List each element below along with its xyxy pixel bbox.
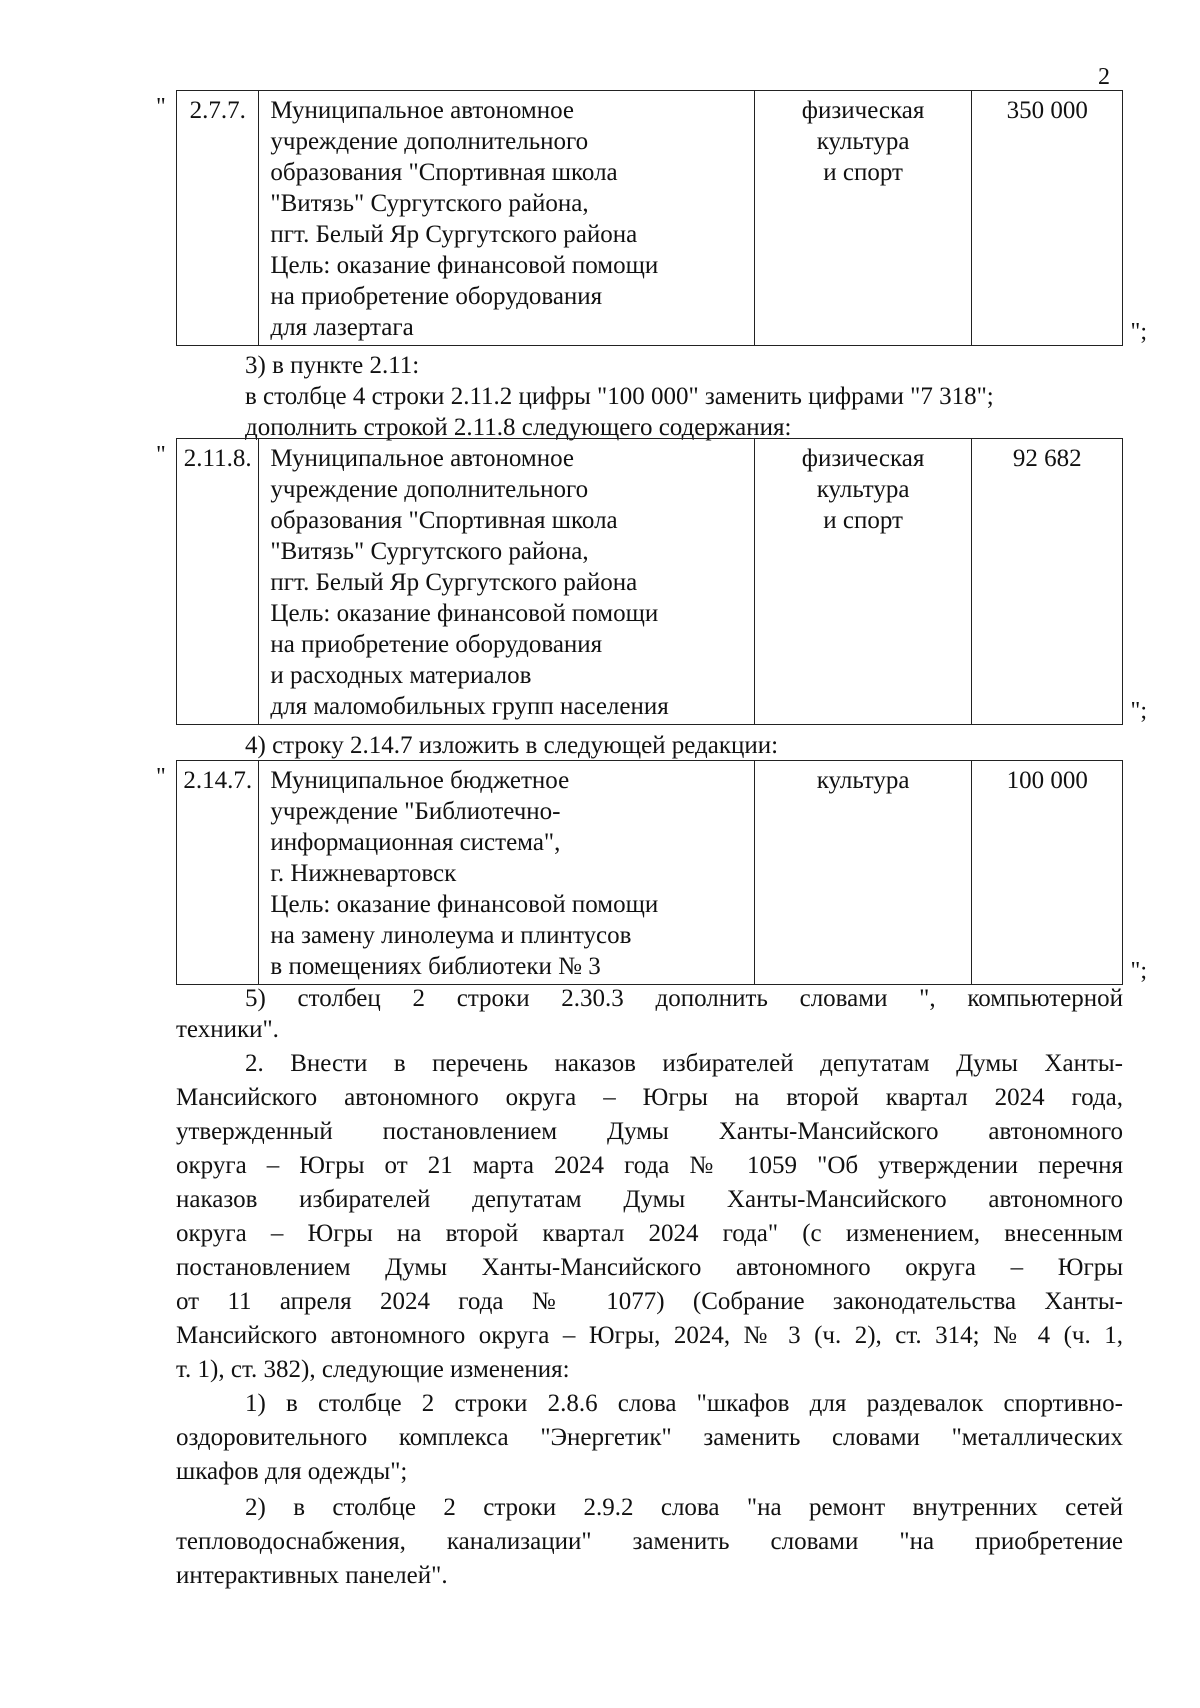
table-row bbox=[176, 438, 1123, 725]
paragraph-line: 2) в столбце 2 строки 2.9.2 слова "на ремонт внутренних сетей bbox=[245, 1494, 1123, 1521]
recipient-line: Муниципальное автономное bbox=[270, 97, 574, 124]
table-row bbox=[176, 90, 1123, 346]
paragraph-line: 1) в столбце 2 строки 2.8.6 слова "шкафов для раздевалок спортивно- bbox=[245, 1390, 1123, 1417]
recipient-line: для маломобильных групп населения bbox=[270, 693, 669, 720]
paragraph-line: округа – Югры от 21 марта 2024 года № 1059 "Об утверждении перечня bbox=[176, 1152, 1123, 1179]
recipient-line: Муниципальное автономное bbox=[270, 445, 574, 472]
opening-quote: " bbox=[156, 442, 166, 468]
recipient-line: пгт. Белый Яр Сургутского района bbox=[270, 569, 638, 596]
recipient-cell bbox=[259, 761, 754, 985]
sphere-line: и спорт bbox=[823, 159, 903, 186]
paragraph-line: оздоровительного комплекса "Энергетик" заменить словами "металлических bbox=[176, 1424, 1123, 1451]
sphere-line: физическая bbox=[801, 445, 925, 472]
sphere-line: культура bbox=[816, 128, 910, 155]
opening-quote: " bbox=[156, 94, 166, 120]
paragraph-line: округа – Югры на второй квартал 2024 года" (с изменением, внесенным bbox=[176, 1220, 1123, 1247]
row-number: 2.14.7. bbox=[177, 761, 259, 985]
item-5-line-2: техники". bbox=[176, 1016, 279, 1043]
recipient-line: Муниципальное бюджетное bbox=[270, 767, 570, 794]
recipient-line: в помещениях библиотеки № 3 bbox=[270, 953, 601, 980]
recipient-line: образования "Спортивная школа bbox=[270, 507, 618, 534]
amendment-table-2-14-7 bbox=[156, 760, 1147, 985]
paragraph-line: 2. Внести в перечень наказов избирателей депутатам Думы Ханты- bbox=[245, 1050, 1123, 1077]
sphere-cell bbox=[754, 439, 972, 725]
amount-cell: 350 000 bbox=[972, 91, 1123, 346]
item-4: 4) строку 2.14.7 изложить в следующей редакции: bbox=[245, 732, 779, 759]
recipient-line: на приобретение оборудования bbox=[270, 283, 603, 310]
paragraph-line: постановлением Думы Ханты-Мансийского автономного округа – Югры bbox=[176, 1254, 1123, 1281]
item-3-line-2: дополнить строкой 2.11.8 следующего содержания: bbox=[245, 414, 792, 441]
recipient-line: "Витязь" Сургутского района, bbox=[270, 190, 589, 217]
amendment-table-2-7-7 bbox=[156, 90, 1147, 346]
closing-quote: "; bbox=[1130, 698, 1147, 724]
recipient-cell bbox=[259, 439, 754, 725]
amount-cell: 92 682 bbox=[972, 439, 1123, 725]
paragraph-line: наказов избирателей депутатам Думы Ханты-Мансийского автономного bbox=[176, 1186, 1123, 1213]
table-row bbox=[176, 760, 1123, 985]
item-3-line-1: в столбце 4 строки 2.11.2 цифры "100 000" заменить цифрами "7 318"; bbox=[245, 383, 994, 410]
sphere-cell bbox=[754, 91, 972, 346]
recipient-line: пгт. Белый Яр Сургутского района bbox=[270, 221, 638, 248]
sphere-line: физическая bbox=[801, 97, 925, 124]
recipient-line: Цель: оказание финансовой помощи bbox=[270, 891, 659, 918]
opening-quote: " bbox=[156, 764, 166, 790]
recipient-line: на замену линолеума и плинтусов bbox=[270, 922, 632, 949]
recipient-line: г. Нижневартовск bbox=[270, 860, 457, 887]
amendment-table-2-11-8 bbox=[156, 438, 1147, 725]
recipient-line: "Витязь" Сургутского района, bbox=[270, 538, 589, 565]
recipient-line: учреждение "Библиотечно- bbox=[270, 798, 561, 825]
page-number: 2 bbox=[1098, 64, 1110, 90]
row-number: 2.7.7. bbox=[177, 91, 259, 346]
paragraph-line: т. 1), ст. 382), следующие изменения: bbox=[176, 1356, 570, 1383]
recipient-line: информационная система", bbox=[270, 829, 561, 856]
paragraph-line: утвержденный постановлением Думы Ханты-Мансийского автономного bbox=[176, 1118, 1123, 1145]
closing-quote: "; bbox=[1130, 958, 1147, 984]
amount-cell: 100 000 bbox=[972, 761, 1123, 985]
paragraph-line: от 11 апреля 2024 года № 1077) (Собрание законодательства Ханты- bbox=[176, 1288, 1123, 1315]
recipient-line: Цель: оказание финансовой помощи bbox=[270, 252, 659, 279]
paragraph-line: Мансийского автономного округа – Югры, 2024, № 3 (ч. 2), ст. 314; № 4 (ч. 1, bbox=[176, 1322, 1123, 1349]
paragraph-line: интерактивных панелей". bbox=[176, 1562, 448, 1589]
recipient-line: образования "Спортивная школа bbox=[270, 159, 618, 186]
closing-quote: "; bbox=[1130, 319, 1147, 345]
sphere-line: и спорт bbox=[823, 507, 903, 534]
paragraph-line: тепловодоснабжения, канализации" заменить словами "на приобретение bbox=[176, 1528, 1123, 1555]
recipient-line: для лазертага bbox=[270, 314, 414, 341]
sphere-line: культура bbox=[816, 767, 910, 794]
recipient-line: и расходных материалов bbox=[270, 662, 532, 689]
item-5-line-1: 5) столбец 2 строки 2.30.3 дополнить словами ", компьютерной bbox=[245, 985, 1123, 1012]
sphere-cell bbox=[754, 761, 972, 985]
recipient-line: Цель: оказание финансовой помощи bbox=[270, 600, 659, 627]
item-3-title: 3) в пункте 2.11: bbox=[245, 352, 420, 379]
sphere-line: культура bbox=[816, 476, 910, 503]
paragraph-line: Мансийского автономного округа – Югры на второй квартал 2024 года, bbox=[176, 1084, 1123, 1111]
row-number: 2.11.8. bbox=[177, 439, 259, 725]
recipient-line: учреждение дополнительного bbox=[270, 476, 589, 503]
recipient-line: учреждение дополнительного bbox=[270, 128, 589, 155]
recipient-cell bbox=[259, 91, 754, 346]
paragraph-line: шкафов для одежды"; bbox=[176, 1458, 408, 1485]
recipient-line: на приобретение оборудования bbox=[270, 631, 603, 658]
